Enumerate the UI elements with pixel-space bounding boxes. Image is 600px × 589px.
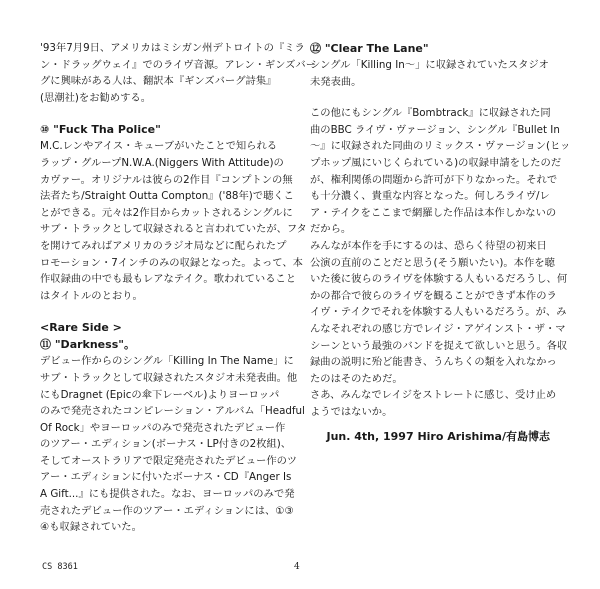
text-line: グに興味がある人は、翻訳本『ギンズバーグ詩集』 xyxy=(40,75,277,88)
text-line: のみで発売されたコンピレーション・アルバム「Headful xyxy=(40,405,305,418)
text-line: にもDragnet (Epicの傘下レーベル)よりヨーロッパ xyxy=(40,388,280,401)
text-line: が、権利関係の問題から許可が下りなかった。それで xyxy=(310,173,558,186)
text-line: 録曲の説明に殆ど能書き、うんちくの類を入れなかっ xyxy=(310,356,557,369)
text-line: 未発表曲。 xyxy=(310,75,362,88)
text-line: さあ、みんなでレイジをストレートに感じ、受け止め xyxy=(310,389,557,402)
closing-paragraph-2 xyxy=(310,238,568,387)
left-column xyxy=(40,40,317,536)
track-10-heading: ⑩ "Fuck Tha Police" xyxy=(40,123,161,137)
text-line: M.C.レンやアイス・キューブがいたことで知られる xyxy=(40,140,278,153)
text-line: サブ・トラックとして収録されると言われていたが、フタ xyxy=(40,223,307,236)
text-line: たのはそのためだ。 xyxy=(310,372,403,385)
closing-paragraph-3 xyxy=(310,387,560,420)
text-line: (思潮社)をお勧めする。 xyxy=(40,91,152,104)
text-line: 〜』に収録された同曲のリミックス・ヴァージョン(ヒッ xyxy=(310,140,571,153)
text-line: いた後に彼らのライヴを体験する人もいるだろうし、何 xyxy=(310,273,568,286)
text-line: ④も収録されていた。 xyxy=(40,521,142,534)
track-10-section xyxy=(40,121,307,304)
text-line: みんなが本作を手にするのは、恐らく待望の初来日 xyxy=(310,239,547,252)
author-signature: Jun. 4th, 1997 Hiro Arishima/有島博志 xyxy=(326,430,550,444)
text-line: ン・ドラッグウェイ』でのライヴ音源。アレン・ギンズバー xyxy=(40,58,317,71)
text-line: だから。 xyxy=(310,223,352,236)
track-11-heading: ⑪ "Darkness"。 xyxy=(40,338,135,352)
text-line: を開けてみればアメリカのラジオ局などに配られたプ xyxy=(40,239,287,252)
text-line: ア・テイクをここまで網羅した作品は本作しかないの xyxy=(310,206,557,219)
text-line: ラップ・グループN.W.A.(Niggers With Attitude)の xyxy=(40,156,284,169)
text-line: イヴ・テイクでそれを体験する人もいるだろう。が、み xyxy=(310,306,567,319)
page-number: 4 xyxy=(294,562,300,572)
text-line: プホップ風にいじくられている)の収録申請をしたのだ xyxy=(310,156,562,169)
text-line: そしてオーストラリアで限定発売されたデビュー作のツ xyxy=(40,454,298,467)
text-line: ようではないか。 xyxy=(310,405,393,418)
track-12-heading: ⑫ "Clear The Lane" xyxy=(310,42,429,55)
text-line: とができる。元々は2作目からカットされるシングルに xyxy=(40,206,293,219)
text-line: んなそれぞれの感じ方でレイジ・アゲインスト・ザ・マ xyxy=(310,322,566,335)
text-line: のツアー・エディション(ボーナス・LP付きの2枚組)、 xyxy=(40,438,292,451)
text-line: も十分濃く、貴重な内容となった。何しろライヴ/レ xyxy=(310,190,550,203)
right-column xyxy=(310,40,571,445)
track-11-section xyxy=(40,336,305,536)
text-line: Of Rock」やヨーロッパのみで発売されたデビュー作 xyxy=(40,421,286,434)
text-line: サブ・トラックとして収録されたスタジオ未発表曲。他 xyxy=(40,371,298,384)
intro-paragraph xyxy=(40,40,317,106)
text-line: デビュー作からのシングル「Killing In The Name」に xyxy=(40,355,294,368)
text-line: 作収録曲の中でも最もレアなテイク。歌われていること xyxy=(40,273,297,286)
text-line: はタイトルのとおり。 xyxy=(40,289,143,302)
text-line: 公演の直前のことだと思う(そう願いたい)。本作を聴 xyxy=(310,256,555,269)
rare-side-heading: <Rare Side > xyxy=(40,321,122,335)
closing-paragraph-1 xyxy=(310,105,571,238)
text-line: 曲のBBC ライヴ・ヴァージョン、シングル『Bullet In xyxy=(310,123,560,136)
text-line: 売されたデビュー作のツアー・エディションには、①③ xyxy=(40,504,294,517)
text-line: シーンという最強のバンドを捉えて欲しいと思う。各収 xyxy=(310,339,568,352)
text-line: ロモーション・7インチのみの収録となった。よって、本 xyxy=(40,256,303,269)
text-line: アー・エディションに付いたボーナス・CD『Anger Is xyxy=(40,471,292,484)
track-12-section xyxy=(310,40,560,90)
text-line: かの都合で彼らのライヴを観ることができず本作のラ xyxy=(310,289,557,302)
text-line: カヴァー。オリジナルは彼らの2作目『コンプトンの無 xyxy=(40,173,293,186)
text-line: シングル「Killing In〜」に収録されていたスタジオ xyxy=(310,59,549,71)
text-line: この他にもシングル『Bombtrack』に収録された同 xyxy=(310,107,551,120)
catalog-code: CS 8361 xyxy=(42,562,78,572)
text-line: A Gift...』にも提供された。なお、ヨーロッパのみで発 xyxy=(40,488,295,501)
text-line: '93年7月9日、アメリカはミシガン州デトロイトの『ミラ xyxy=(40,42,305,54)
text-line: 法者たち/Straight Outta Compton』('88年)で聴くこ xyxy=(40,190,294,203)
